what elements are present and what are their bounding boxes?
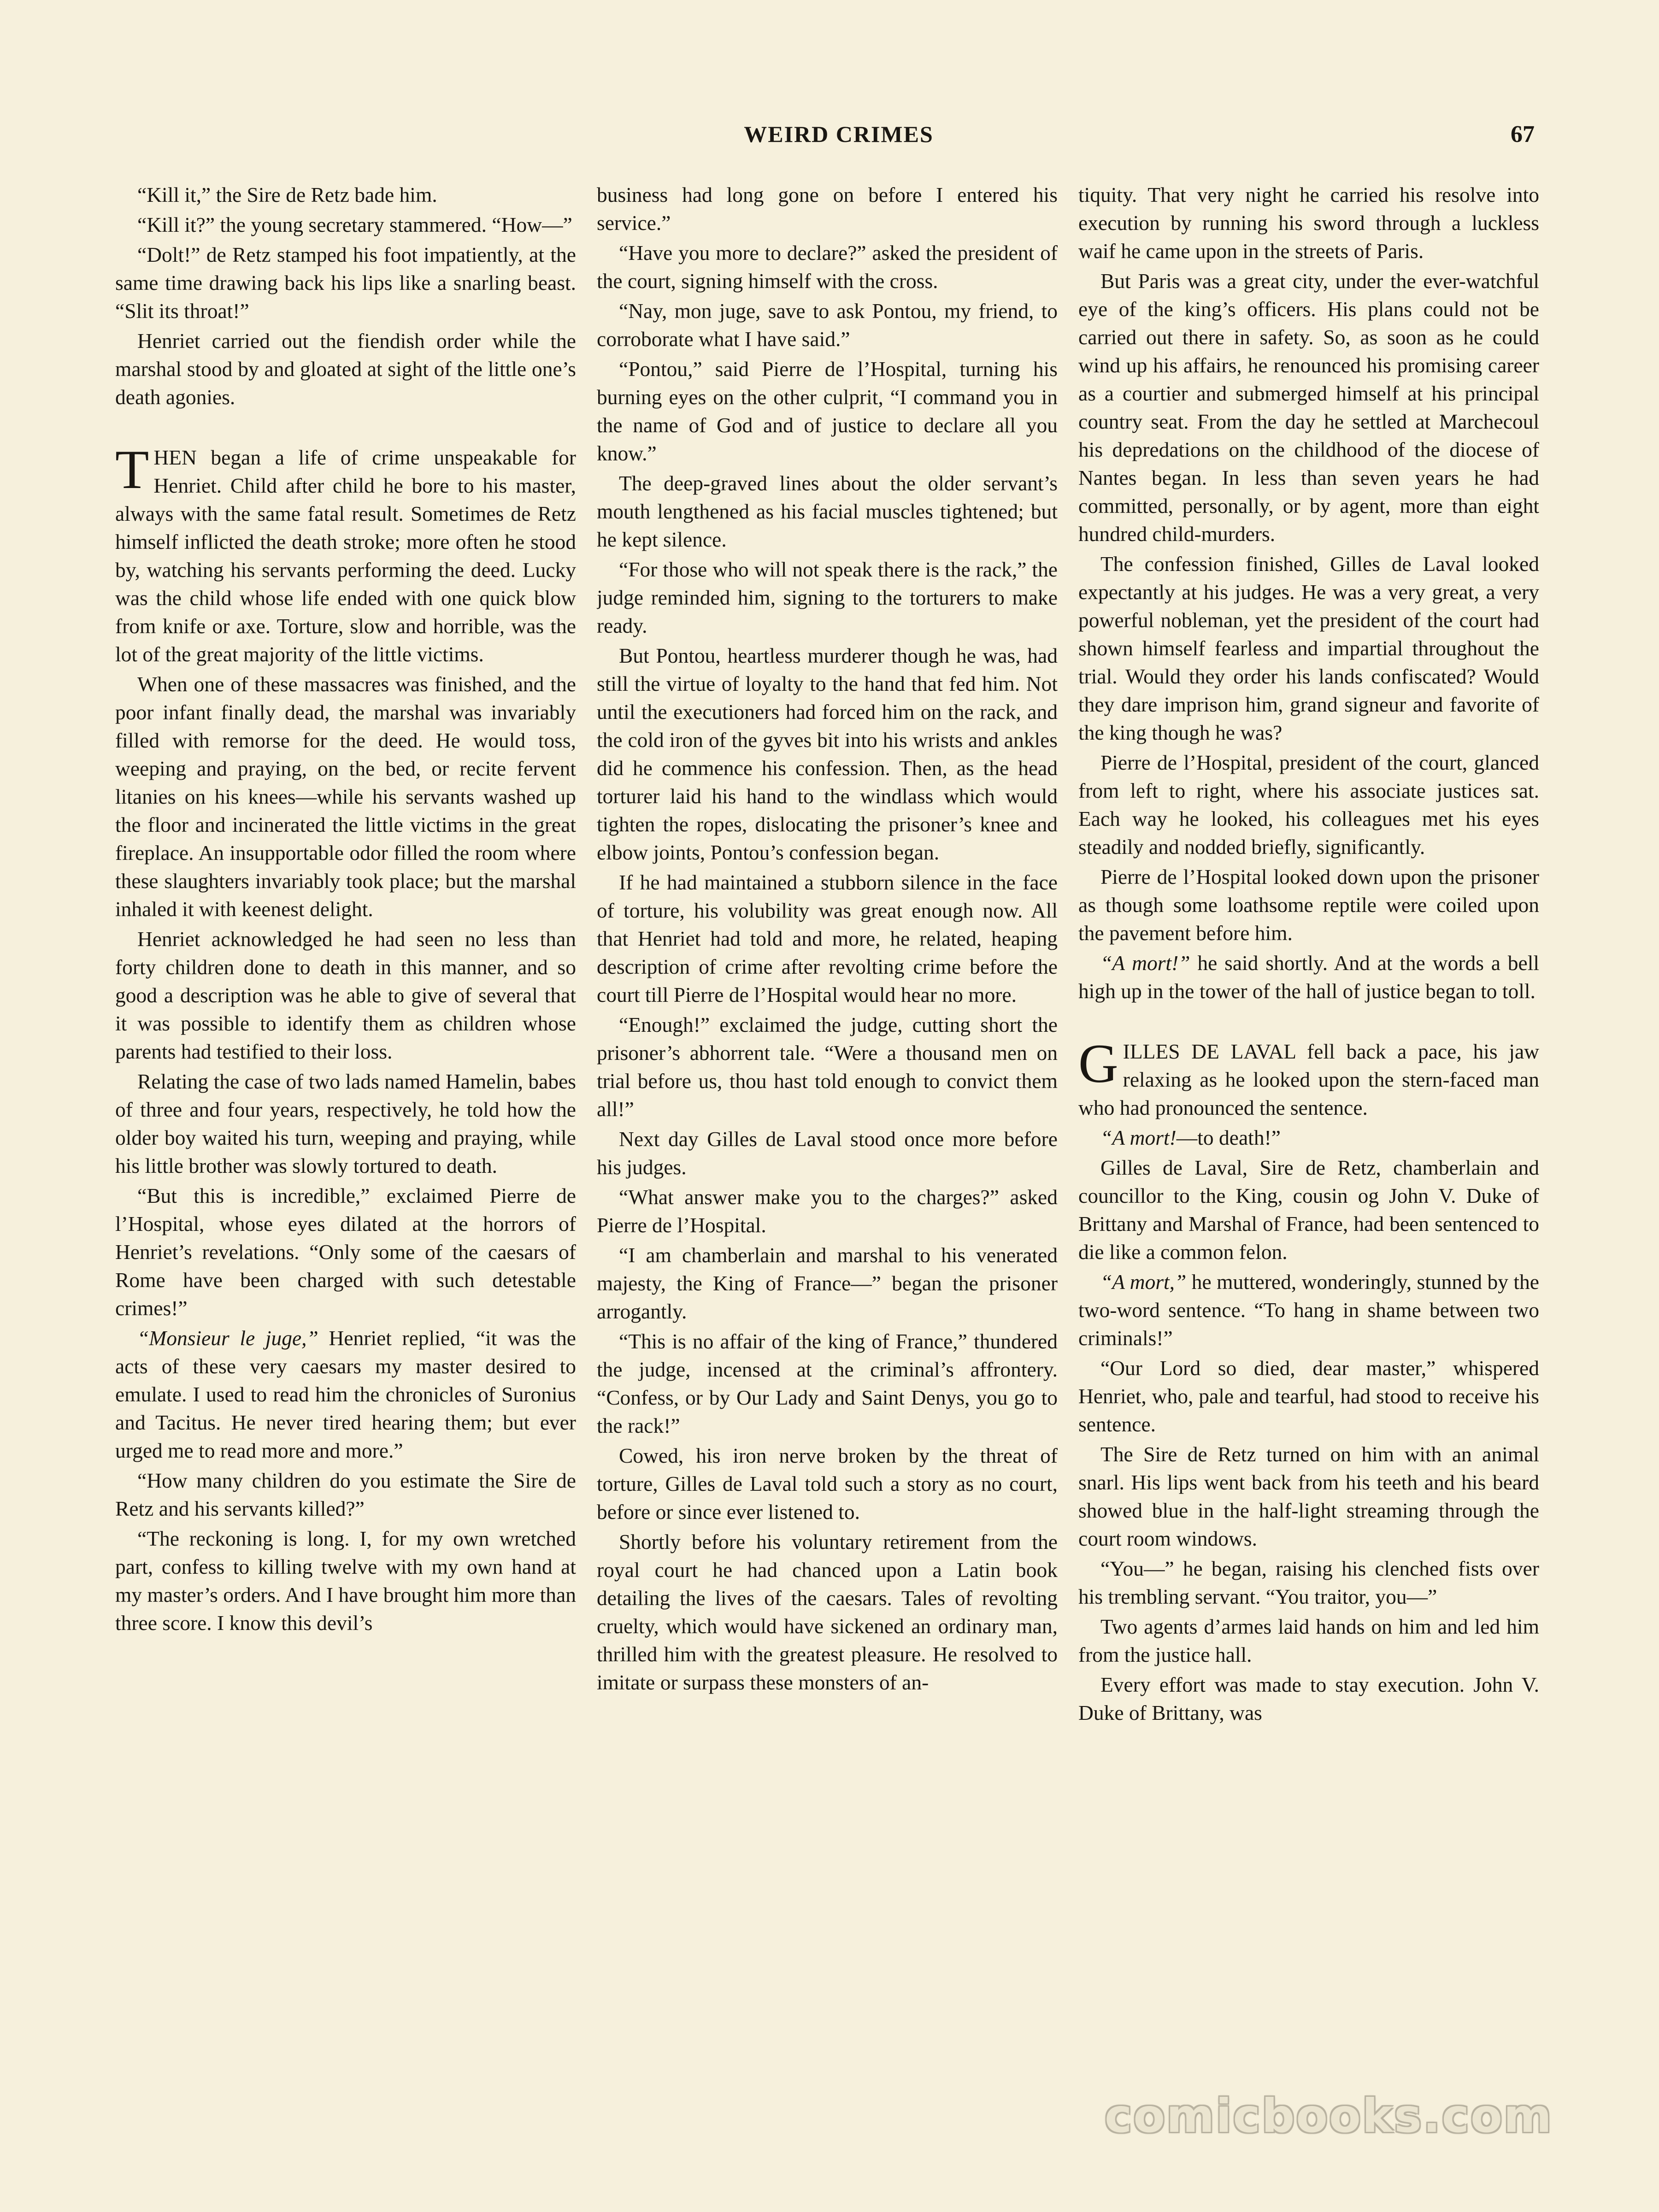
- paragraph-text: Every effort was made to stay execution. John V. Duke of Brittany, was: [1078, 1673, 1539, 1724]
- paragraph: [115, 1182, 576, 1322]
- paragraph: [597, 1011, 1058, 1123]
- paragraph-text: Henriet carried out the fiendish order while the marshal stood by and gloated at sight of the little one’s death agonies.: [115, 329, 576, 409]
- paragraph: [597, 355, 1058, 467]
- italic-lead: “A mort!: [1100, 1126, 1177, 1149]
- paragraph-text: “Kill it?” the young secretary stammered. “How—”: [137, 213, 572, 236]
- paragraph: [115, 241, 576, 325]
- paragraph: [597, 1125, 1058, 1181]
- paragraph-text: Henriet replied, “it was the acts of these very caesars my master desired to emulate. I used to read him the chronicles of Suronius and Tacitus. He never tired hearing them; but ever urged me to read more and more.”: [115, 1326, 576, 1462]
- paragraph: [597, 868, 1058, 1009]
- paragraph: [597, 181, 1058, 237]
- paragraph: [597, 641, 1058, 866]
- paragraph-text: But Pontou, heartless murderer though he was, had still the virtue of loyalty to the hand that fed him. Not until the executioners had forced him on the rack, and the cold iron of the gyves bit into his wrists and ankles did he commence his confession. Then, as the head torturer laid his hand to the windlass which would tighten the ropes, dislocating the prisoner’s knee and elbow joints, Pontou’s confession began.: [597, 644, 1058, 864]
- paragraph: [1078, 748, 1539, 861]
- paragraph-text: “Pontou,” said Pierre de l’Hospital, turning his burning eyes on the other culprit, “I command you in the name of God and of justice to declare all you know.”: [597, 357, 1058, 465]
- column-3: [1078, 181, 1539, 2070]
- paragraph-text: he said shortly. And at the words a bell high up in the tower of the hall of justice began to toll.: [1078, 951, 1539, 1003]
- paragraph-text: When one of these massacres was finished, and the poor infant finally dead, the marshal was invariably filled with remorse for the deed. He would toss, weeping and praying, on the bed, or recite fervent litanies on his knees—while his servants washed up the floor and incinerated the little victims in the great fireplace. An insupportable odor filled the room where these slaughters invariably took place; but the marshal inhaled it with keenest delight.: [115, 672, 576, 921]
- site-watermark: comicbooks.com: [1105, 2089, 1553, 2143]
- paragraph-text: But Paris was a great city, under the ever-watchful eye of the king’s officers. His plans could not be carried out there in safety. So, as soon as he could wind up his affairs, he renounced his promising career as a courtier and submerged himself at his principal country seat. From the day he settled at Marchecoul his depredations on the childhood of the diocese of Nantes began. In less than seven years he had committed, personally, or by agent, more than eight hundred child-murders.: [1078, 269, 1539, 546]
- paragraph: [1078, 1440, 1539, 1553]
- paragraph-text: “Kill it,” the Sire de Retz bade him.: [137, 183, 437, 206]
- italic-lead: “Monsieur le juge,”: [137, 1326, 318, 1350]
- paragraph-text: ILLES DE LAVAL fell back a pace, his jaw relaxing as he looked upon the stern-faced man who had pronounced the sentence.: [1078, 1040, 1539, 1119]
- paragraph: [115, 211, 576, 239]
- paragraph-text: Two agents d’armes laid hands on him and led him from the justice hall.: [1078, 1615, 1539, 1666]
- paragraph: [597, 1441, 1058, 1526]
- paragraph: [1078, 1612, 1539, 1669]
- section-opening-paragraph: [115, 439, 576, 668]
- paragraph-text: Shortly before his voluntary retirement from the royal court he had chanced upon a Latin book detailing the lives of the caesars. Tales of revolting cruelty, which would have sickened an ordinary man, thrilled him with the greatest pleasure. He resolved to imitate or surpass these monsters of an-: [597, 1530, 1058, 1694]
- paragraph: [1078, 181, 1539, 265]
- paragraph: [1078, 1671, 1539, 1727]
- paragraph-text: Next day Gilles de Laval stood once more before his judges.: [597, 1127, 1058, 1179]
- paragraph: [115, 1524, 576, 1637]
- italic-lead: “A mort,”: [1100, 1270, 1187, 1294]
- paragraph-text: “What answer make you to the charges?” asked Pierre de l’Hospital.: [597, 1185, 1058, 1237]
- paragraph-text: “Nay, mon juge, save to ask Pontou, my friend, to corroborate what I have said.”: [597, 299, 1058, 351]
- paragraph: [597, 239, 1058, 295]
- paragraph-text: If he had maintained a stubborn silence in the face of torture, his volubility was great enough now. All that Henriet had told and more, he related, heaping description of crime after revolting crime before the court till Pierre de l’Hospital would hear no more.: [597, 871, 1058, 1006]
- paragraph: [1078, 949, 1539, 1005]
- paragraph: [115, 670, 576, 923]
- paragraph-text: “How many children do you estimate the Sire de Retz and his servants killed?”: [115, 1469, 576, 1520]
- paragraph: [115, 1067, 576, 1180]
- paragraph: [597, 1241, 1058, 1325]
- paragraph-text: Relating the case of two lads named Hamelin, babes of three and four years, respectively, he told how the older boy waited his turn, weeping and praying, while his little brother was slowly tortured to death.: [115, 1070, 576, 1177]
- paragraph: [1078, 1124, 1539, 1152]
- paragraph-text: HEN began a life of crime unspeakable for Henriet. Child after child he bore to his master, always with the same fatal result. Sometimes de Retz himself inflicted the death stroke; more often he stood by, watching his servants performing the deed. Lucky was the child whose life ended with one quick blow from knife or axe. Torture, slow and horrible, was the lot of the great majority of the little victims.: [115, 446, 576, 666]
- paragraph: [597, 297, 1058, 353]
- paragraph: [1078, 550, 1539, 747]
- paragraph: [1078, 1354, 1539, 1438]
- paragraph: [1078, 863, 1539, 947]
- drop-cap: G: [1078, 1033, 1118, 1094]
- paragraph: [1078, 1268, 1539, 1352]
- paragraph-text: The confession finished, Gilles de Laval looked expectantly at his judges. He was a very great, a very powerful nobleman, yet the president of the court had shown himself fearless and impartial throughout the trial. Would they order his lands confiscated? Would they dare imprison him, grand signeur and favorite of the king though he was?: [1078, 552, 1539, 744]
- paragraph: [115, 327, 576, 411]
- paragraph-text: “Enough!” exclaimed the judge, cutting short the prisoner’s abhorrent tale. “Were a thousand men on trial before us, thou hast told enough to convict them all!”: [597, 1013, 1058, 1121]
- paragraph: [1078, 267, 1539, 548]
- paragraph: [597, 1528, 1058, 1696]
- paragraph-text: “Dolt!” de Retz stamped his foot impatiently, at the same time drawing back his lips like a snarling beast. “Slit its throat!”: [115, 243, 576, 323]
- paragraph-text: “Our Lord so died, dear master,” whispered Henriet, who, pale and tearful, had stood to receive his sentence.: [1078, 1356, 1539, 1436]
- paragraph-text: he muttered, wonderingly, stunned by the two-word sentence. “To hang in shame between two criminals!”: [1078, 1270, 1539, 1350]
- paragraph-text: The Sire de Retz turned on him with an animal snarl. His lips went back from his teeth and his beard showed blue in the half-light streaming through the court room windows.: [1078, 1442, 1539, 1550]
- paragraph: [115, 181, 576, 209]
- page-number: 67: [1511, 121, 1535, 147]
- paragraph-text: “You—” he began, raising his clenched fists over his trembling servant. “You traitor, you—”: [1078, 1557, 1539, 1608]
- paragraph: [597, 1327, 1058, 1440]
- paragraph-text: business had long gone on before I entered his service.”: [597, 183, 1058, 235]
- paragraph: [597, 1183, 1058, 1239]
- paragraph-text: Pierre de l’Hospital looked down upon the prisoner as though some loathsome reptile were coiled upon the pavement before him.: [1078, 865, 1539, 945]
- paragraph: [115, 925, 576, 1065]
- italic-lead: “A mort!”: [1100, 951, 1190, 975]
- paragraph-text: “This is no affair of the king of France,” thundered the judge, incensed at the criminal’s affrontery. “Confess, or by Our Lady and Saint Denys, you go to the rack!”: [597, 1330, 1058, 1437]
- paragraph-text: The deep-graved lines about the older servant’s mouth lengthened as his facial muscles tightened; but he kept silence.: [597, 471, 1058, 551]
- paragraph-text: Henriet acknowledged he had seen no less than forty children done to death in this manner, and so good a description was he able to give of several that it was possible to identify them as children whose parents had testified to their loss.: [115, 927, 576, 1063]
- paragraph-text: “The reckoning is long. I, for my own wretched part, confess to killing twelve with my own hand at my master’s orders. And I have brought him more than three score. I know this devil’s: [115, 1527, 576, 1635]
- paragraph: [597, 469, 1058, 553]
- column-2: [597, 181, 1058, 2070]
- paragraph-text: “Have you more to declare?” asked the president of the court, signing himself with the cross.: [597, 241, 1058, 293]
- paragraph-text: Cowed, his iron nerve broken by the threat of torture, Gilles de Laval told such a story as no court, before or since ever listened to.: [597, 1444, 1058, 1524]
- paragraph-text: “I am chamberlain and marshal to his venerated majesty, the King of France—” began the prisoner arrogantly.: [597, 1243, 1058, 1323]
- paragraph: [1078, 1153, 1539, 1266]
- paragraph-text: tiquity. That very night he carried his resolve into execution by running his sword through a luckless waif he came upon in the streets of Paris.: [1078, 183, 1539, 263]
- paragraph-text: —to death!”: [1176, 1126, 1281, 1149]
- drop-cap: T: [115, 439, 149, 500]
- section-opening-paragraph: [1078, 1033, 1539, 1122]
- paragraph: [115, 1324, 576, 1465]
- paragraph: [597, 555, 1058, 640]
- paragraph: [1078, 1554, 1539, 1611]
- running-title: WEIRD CRIMES: [744, 121, 934, 147]
- paragraph-text: Pierre de l’Hospital, president of the court, glanced from left to right, where his associate justices sat. Each way he looked, his colleagues met his eyes steadily and nodded briefly, significantly.: [1078, 751, 1539, 859]
- paragraph-text: “For those who will not speak there is the rack,” the judge reminded him, signing to the torturers to make ready.: [597, 558, 1058, 637]
- paragraph-text: “But this is incredible,” exclaimed Pierre de l’Hospital, whose eyes dilated at the horrors of Henriet’s revelations. “Only some of the caesars of Rome have been charged with such detestable crimes!”: [115, 1184, 576, 1320]
- column-1: [115, 181, 576, 2070]
- paragraph: [115, 1466, 576, 1523]
- paragraph-text: Gilles de Laval, Sire de Retz, chamberlain and councillor to the King, cousin og John V. Duke of Brittany and Marshal of France, had been sentenced to die like a common felon.: [1078, 1156, 1539, 1264]
